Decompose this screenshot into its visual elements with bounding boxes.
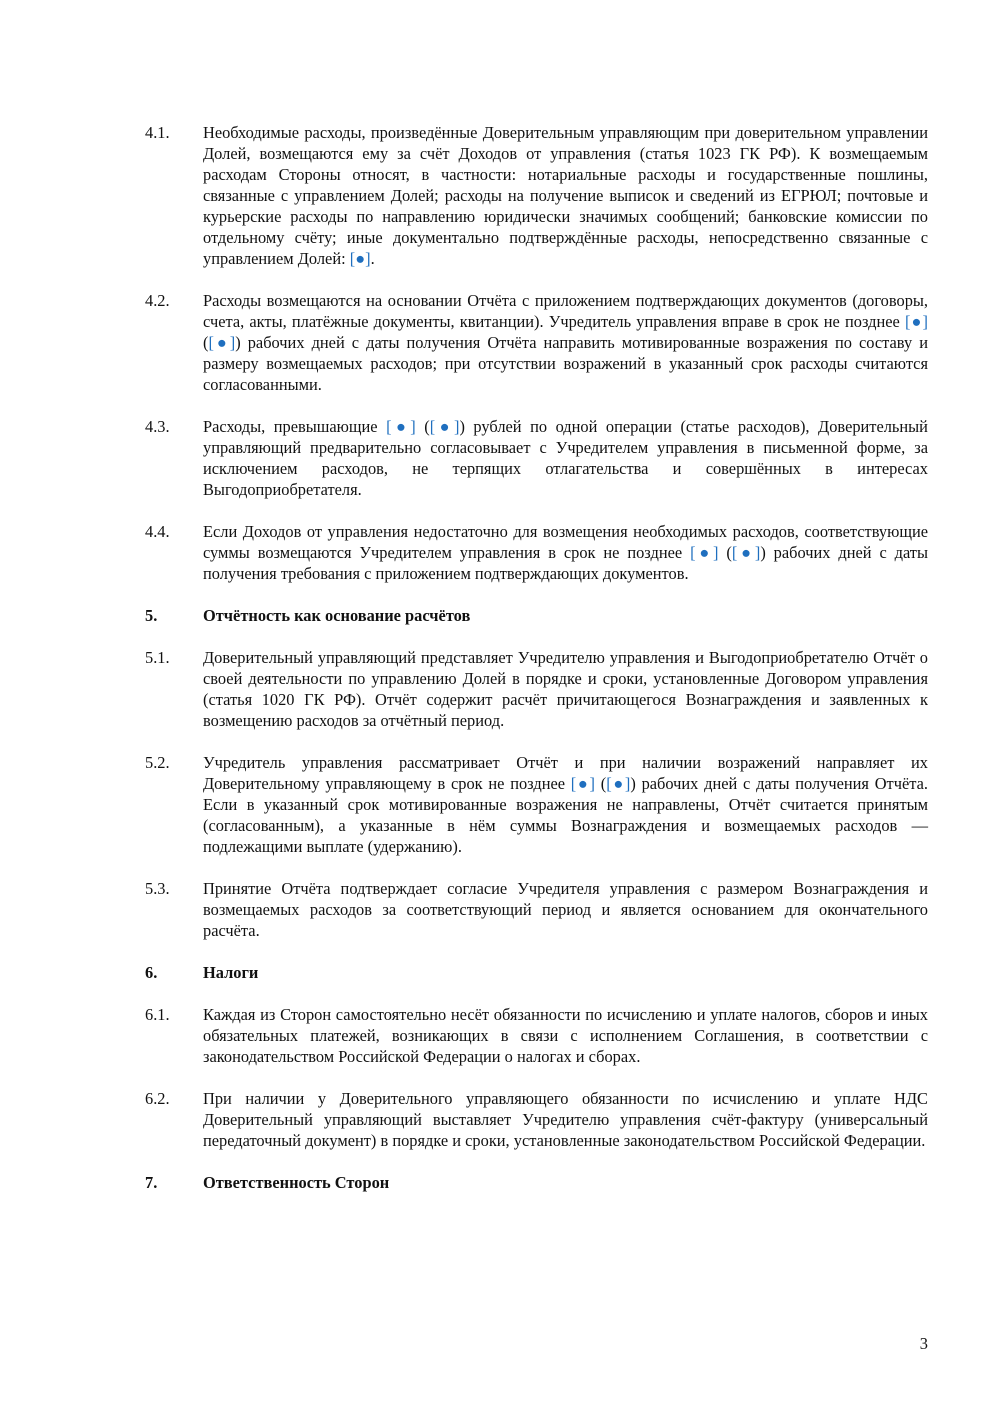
- clause-number: 4.4.: [145, 522, 170, 541]
- clause-text-segment: Необходимые расходы, произведённые Доверительным управляющим при доверительном управлении Долей, возмещаются ему за счёт Доходов от управления (статья 1023 ГК РФ). К возмещаемым расходам Стороны относят, в частности: нотариальные расходы и государственные пошлины, связанные с управлением Долей; расходы на получение выписок и сведений из ЕГРЮЛ; почтовые и курьерские расходы по направлению юридически значимых сообщений; банковские комиссии по отдельному счёту; иные документально подтверждённые расходы, непосредственно связанные с управлением Долей:: [203, 123, 928, 268]
- clause-text-segment: Если Доходов от управления недостаточно для возмещения необходимых расходов, соответствующие суммы возмещаются Учредителем управления в срок не позднее: [203, 522, 928, 562]
- clause-text-segment: Принятие Отчёта подтверждает согласие Учредителя управления с размером Вознаграждения и возмещаемых расходов за соответствующий период и является основанием для окончательного расчёта.: [203, 879, 928, 940]
- clause-text-segment: (: [594, 774, 607, 793]
- clause: [145, 416, 928, 500]
- placeholder-marker: [●]: [386, 417, 416, 436]
- placeholder-marker: [●]: [731, 543, 761, 562]
- clause-number: 6.1.: [145, 1005, 170, 1024]
- clause-text: [203, 878, 928, 941]
- section-heading: [145, 605, 928, 626]
- clause-text: [203, 647, 928, 731]
- clause: [145, 878, 928, 941]
- clause-text: [203, 1004, 928, 1067]
- section-title: Ответственность Сторон: [203, 1173, 390, 1192]
- clause-text-segment: .: [370, 249, 375, 268]
- clause-text: [203, 122, 928, 269]
- clause-text-segment: Каждая из Сторон самостоятельно несёт обязанности по исчислению и уплате налогов, сборов и иных обязательных платежей, возникающих в связи с исполнением Соглашения, в соответствии с законодательством Российской Федерации о налогах и сборах.: [203, 1005, 928, 1066]
- clause: [145, 752, 928, 857]
- clause-number: 5.2.: [145, 753, 170, 772]
- clause-text-segment: ) рабочих дней с даты получения Отчёта. Если в указанный срок мотивированные возражения не направлены, Отчёт считается принятым (согласованным), а указанные в нём суммы Вознаграждения и возмещаемых расходов — подлежащими выплате (удержанию).: [203, 774, 928, 856]
- page-number: 3: [919, 1334, 928, 1353]
- clause-text: [203, 1088, 928, 1151]
- clause-number: 4.1.: [145, 123, 170, 142]
- clause: [145, 521, 928, 584]
- clause-text-segment: Учредитель управления рассматривает Отчёт и при наличии возражений направляет их Доверительному управляющему в срок не позднее: [203, 753, 928, 793]
- clause-number: 5.1.: [145, 648, 170, 667]
- section-title: Отчётность как основание расчётов: [203, 606, 471, 625]
- clause: [145, 1088, 928, 1151]
- clause-text-segment: (: [415, 417, 430, 436]
- clause-number: 4.3.: [145, 417, 170, 436]
- section-number: 5.: [145, 606, 158, 625]
- clause-text-segment: (: [718, 543, 732, 562]
- placeholder-marker: [●]: [690, 543, 719, 562]
- placeholder-marker: [●]: [208, 333, 236, 352]
- clause-text: [203, 521, 928, 584]
- placeholder-marker: [●]: [905, 312, 928, 331]
- clause-text-segment: Доверительный управляющий представляет Учредителю управления и Выгодоприобретателю Отчёт о своей деятельности по управлению Долей в порядке и сроки, установленные Договором управления (статья 1020 ГК РФ). Отчёт содержит расчёт причитающегося Вознаграждения и заявленных к возмещению расходов за отчётный период.: [203, 648, 928, 730]
- clause-number: 4.2.: [145, 291, 170, 310]
- clause-text-segment: ) рублей по одной операции (статье расходов), Доверительный управляющий предварительно согласовывает с Учредителем управления в письменной форме, за исключением расходов, не терпящих отлагательства и совершённых в интересах Выгодоприобретателя.: [203, 417, 928, 499]
- clause-text: [203, 416, 928, 500]
- section-heading: [145, 962, 928, 983]
- clause: [145, 1004, 928, 1067]
- clause-text: [203, 752, 928, 857]
- clause-text-segment: ) рабочих дней с даты получения требования с приложением подтверждающих документов.: [203, 543, 928, 583]
- clause: [145, 647, 928, 731]
- section-heading: [145, 1172, 928, 1193]
- clause-number: 5.3.: [145, 879, 170, 898]
- clause: [145, 290, 928, 395]
- placeholder-marker: [●]: [606, 774, 631, 793]
- clause-text-segment: (: [203, 333, 209, 352]
- clause-text-segment: Расходы, превышающие: [203, 417, 387, 436]
- clause-text-segment: ) рабочих дней с даты получения Отчёта направить мотивированные возражения по составу и размеру возмещаемых расходов; при отсутствии возражений в указанный срок расходы считаются согласованными.: [203, 333, 928, 394]
- clause-text: [203, 290, 928, 395]
- section-number: 6.: [145, 963, 158, 982]
- placeholder-marker: [●]: [570, 774, 595, 793]
- clause: [145, 122, 928, 269]
- document-body: [145, 122, 928, 1214]
- placeholder-marker: [●]: [429, 417, 460, 436]
- clause-number: 6.2.: [145, 1089, 170, 1108]
- clause-text-segment: При наличии у Доверительного управляющего обязанности по исчислению и уплате НДС Доверительный управляющий выставляет Учредителю управления счёт-фактуру (универсальный передаточный документ) в порядке и сроки, установленные законодательством Российской Федерации.: [203, 1089, 928, 1150]
- section-title: Налоги: [203, 963, 259, 982]
- placeholder-marker: [●]: [349, 249, 371, 268]
- section-number: 7.: [145, 1173, 158, 1192]
- clause-text-segment: Расходы возмещаются на основании Отчёта с приложением подтверждающих документов (договоры, счета, акты, платёжные документы, квитанции). Учредитель управления вправе в срок не позднее: [203, 291, 928, 331]
